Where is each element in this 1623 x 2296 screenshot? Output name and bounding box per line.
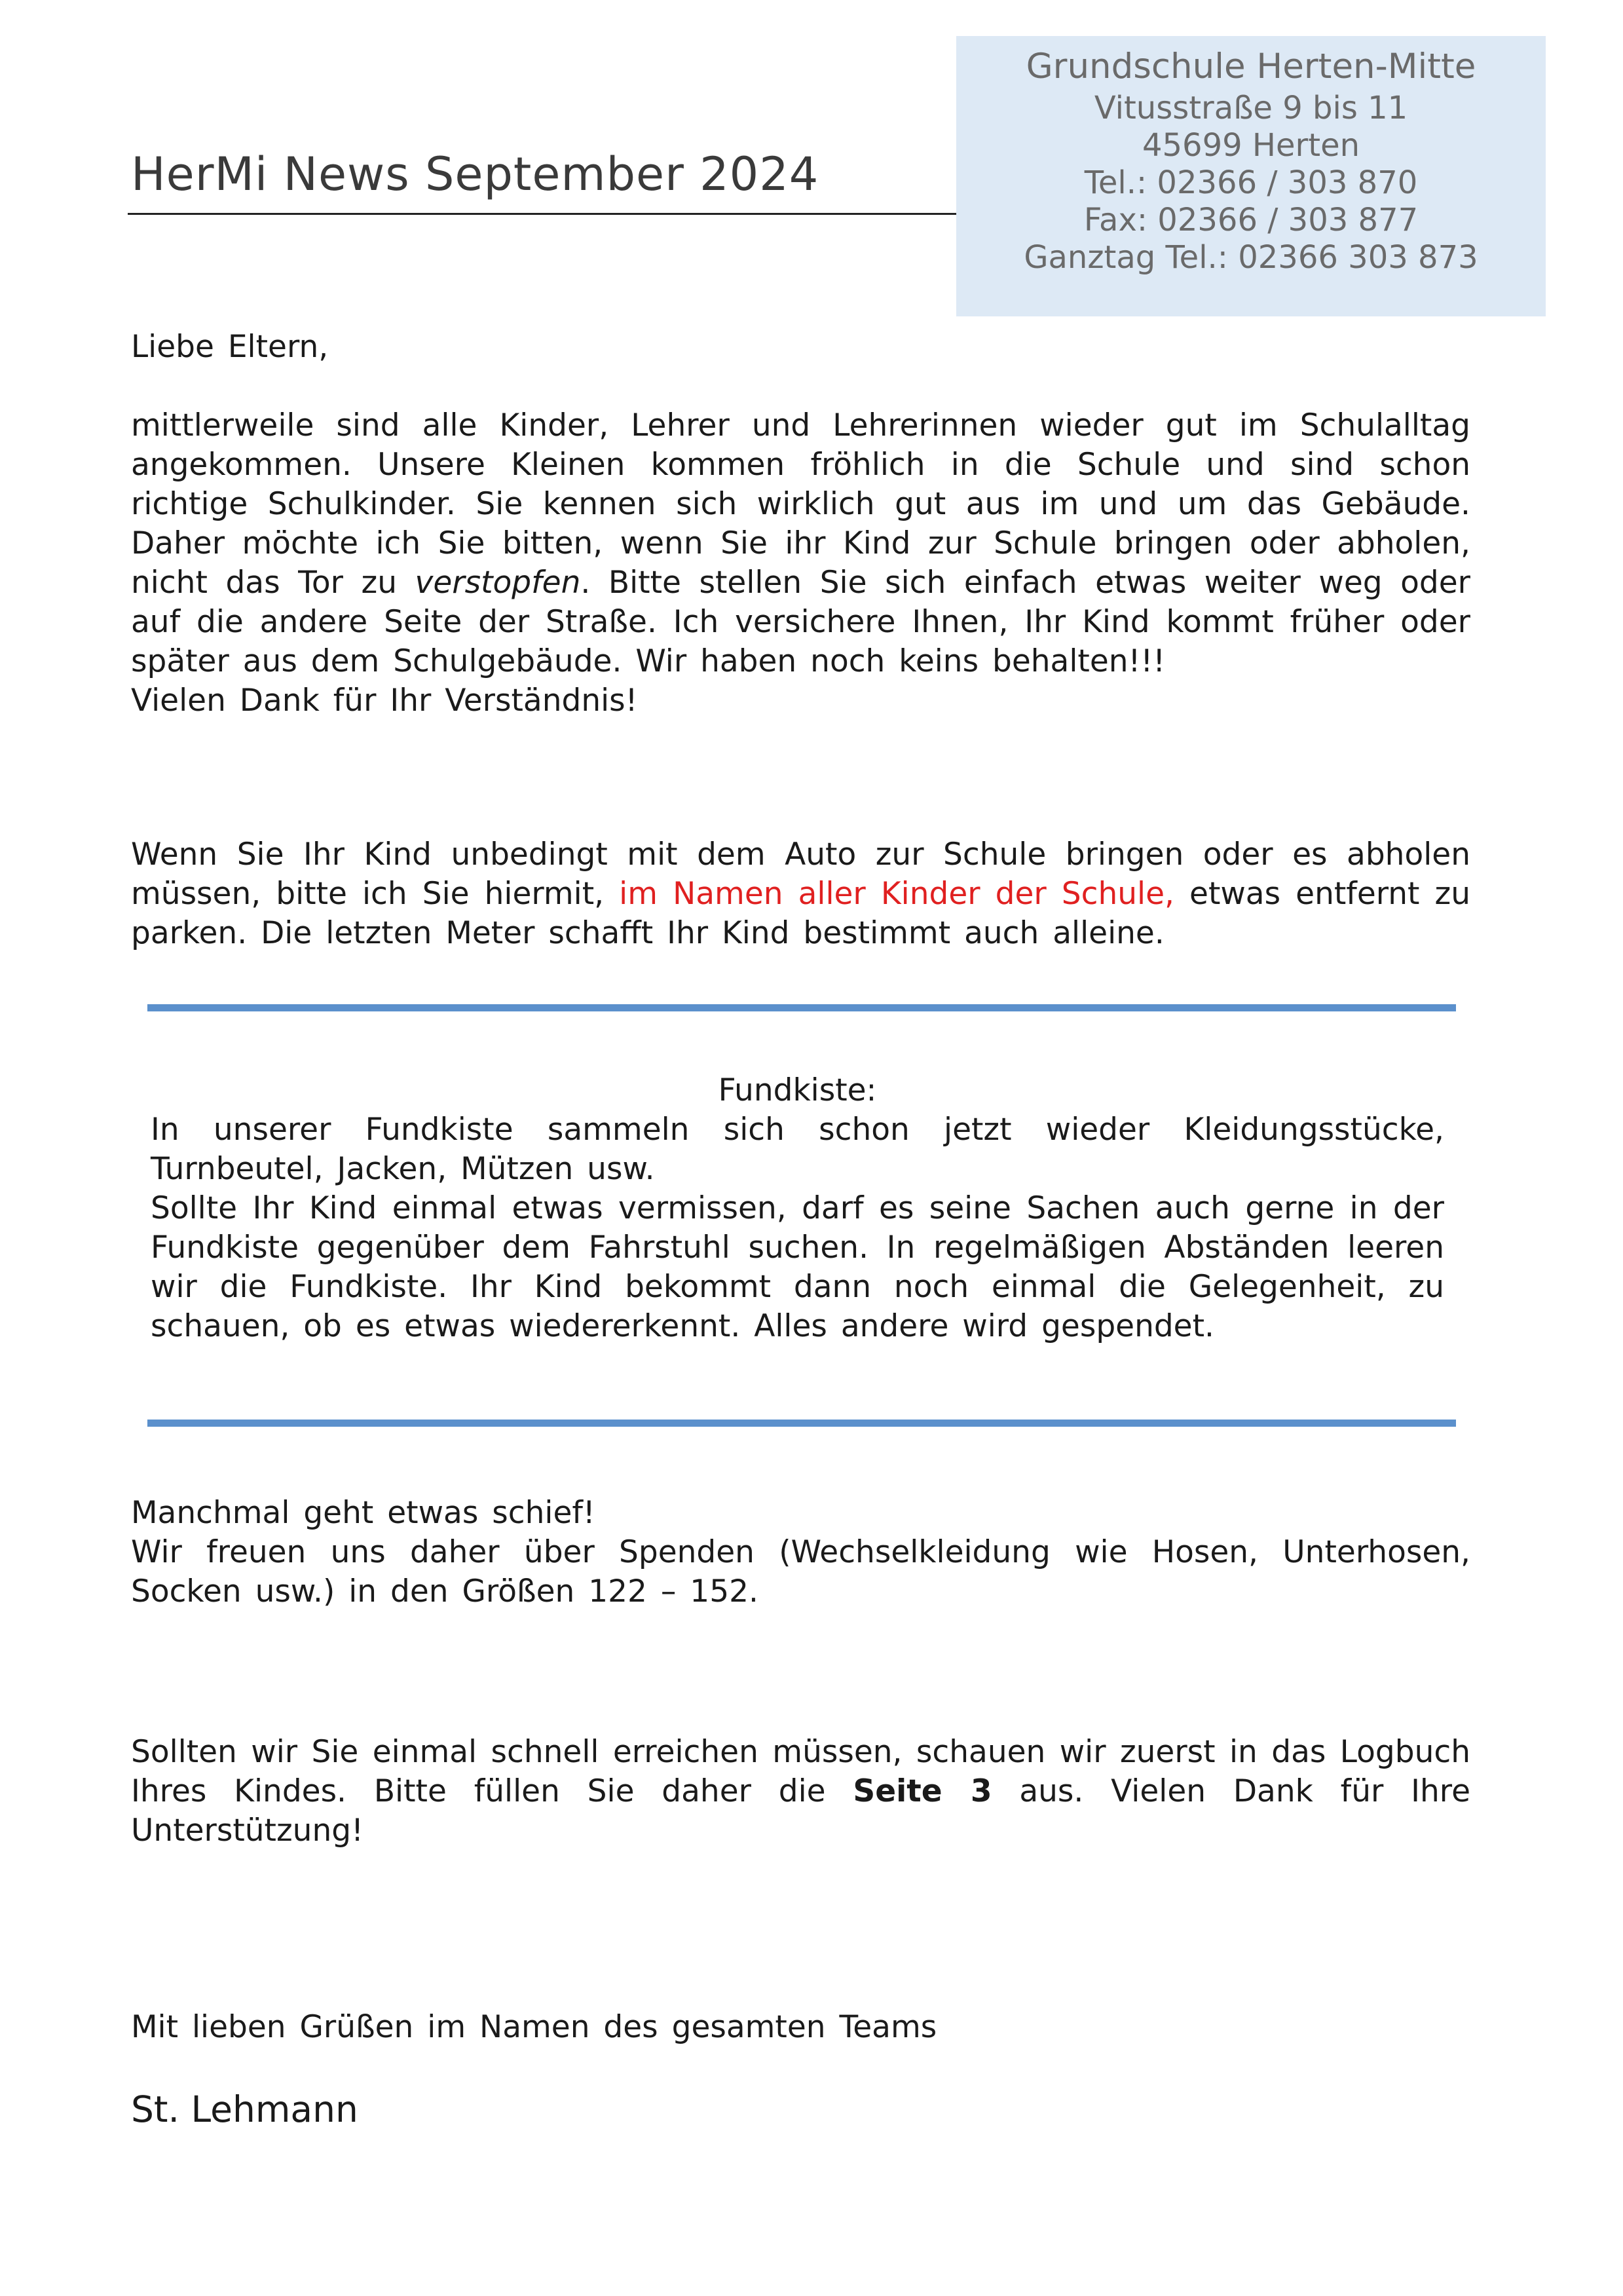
intro-text-1: mittlerweile sind alle Kinder, Lehrer und Lehrerinnen wieder gut im Schulalltag angekommen. Unsere Kleinen kommen fröhlich in die Schule und sind schon richtige Schulkinder. Sie kennen sich wirklich gut aus im und um das Gebäude. Daher möchte ich Sie bitten, wenn Sie ihr Kind zur Schule bringen oder abholen, nicht das Tor zu <box>131 407 1470 601</box>
intro-text-2: . Bitte stellen Sie sich einfach etwas weiter weg oder auf die andere Seite der Straße. Ich versichere Ihnen, Ihr Kind kommt früher oder später aus dem Schulgebäude. Wir haben noch keins behalten!!! <box>131 565 1470 679</box>
school-name: Grundschule Herten-Mitte <box>1026 47 1476 86</box>
intro-thanks: Vielen Dank für Ihr Verständnis! <box>131 683 638 719</box>
logbook-text-2: aus. Vielen Dank für Ihre Unterstützung! <box>131 1773 1470 1849</box>
intro-emphasis: verstopfen <box>415 565 581 601</box>
section-divider-bottom <box>147 1420 1456 1427</box>
ganztag-phone: Ganztag Tel.: 02366 303 873 <box>1024 239 1478 276</box>
signature: St. Lehmann <box>131 2088 358 2130</box>
logbook-paragraph <box>131 1733 1470 1851</box>
closing-line: Mit lieben Grüßen im Namen des gesamten Teams <box>131 2009 937 2045</box>
intro-paragraph <box>131 406 1470 721</box>
parking-text-2: etwas entfernt zu parken. Die letzten Meter schafft Ihr Kind bestimmt auch alleine. <box>131 876 1470 951</box>
school-address-box <box>956 36 1546 316</box>
school-phone: Tel.: 02366 / 303 870 <box>1084 164 1418 201</box>
donations-paragraph <box>131 1494 1470 1611</box>
donations-line-1: Manchmal geht etwas schief! <box>131 1495 595 1531</box>
parking-text-1: Wenn Sie Ihr Kind unbedingt mit dem Auto zur Schule bringen oder es abholen müssen, bitte ich Sie hiermit, <box>131 837 1470 912</box>
logbook-page-ref: Seite 3 <box>853 1773 992 1809</box>
school-city: 45699 Herten <box>1142 127 1360 164</box>
donations-line-2: Wir freuen uns daher über Spenden (Wechselkleidung wie Hosen, Unterhosen, Socken usw.) in den Größen 122 – 152. <box>131 1534 1470 1609</box>
title-underline <box>128 213 956 215</box>
school-fax: Fax: 02366 / 303 877 <box>1083 202 1419 238</box>
section-divider-top <box>147 1004 1456 1011</box>
lost-found-line-2: Sollte Ihr Kind einmal etwas vermissen, darf es seine Sachen auch gerne in der Fundkiste gegenüber dem Fahrstuhl suchen. In regelmäßigen Abständen leeren wir die Fundkiste. Ihr Kind bekommt dann noch einmal die Gelegenheit, zu schauen, ob es etwas wiedererkennt. Alles andere wird gespendet. <box>151 1190 1444 1344</box>
school-street: Vitusstraße 9 bis 11 <box>1094 90 1408 126</box>
parking-paragraph <box>131 835 1470 953</box>
lost-found-heading: Fundkiste: <box>718 1072 877 1108</box>
parking-highlight: im Namen aller Kinder der Schule, <box>619 876 1174 912</box>
newsletter-title: HerMi News September 2024 <box>131 147 819 201</box>
lost-found-section <box>151 1071 1444 1346</box>
greeting: Liebe Eltern, <box>131 329 329 365</box>
logbook-text-1: Sollten wir Sie einmal schnell erreichen müssen, schauen wir zuerst in das Logbuch Ihres Kindes. Bitte füllen Sie daher die <box>131 1734 1470 1809</box>
lost-found-line-1: In unserer Fundkiste sammeln sich schon jetzt wieder Kleidungsstücke, Turnbeutel, Jacken, Mützen usw. <box>151 1112 1444 1187</box>
